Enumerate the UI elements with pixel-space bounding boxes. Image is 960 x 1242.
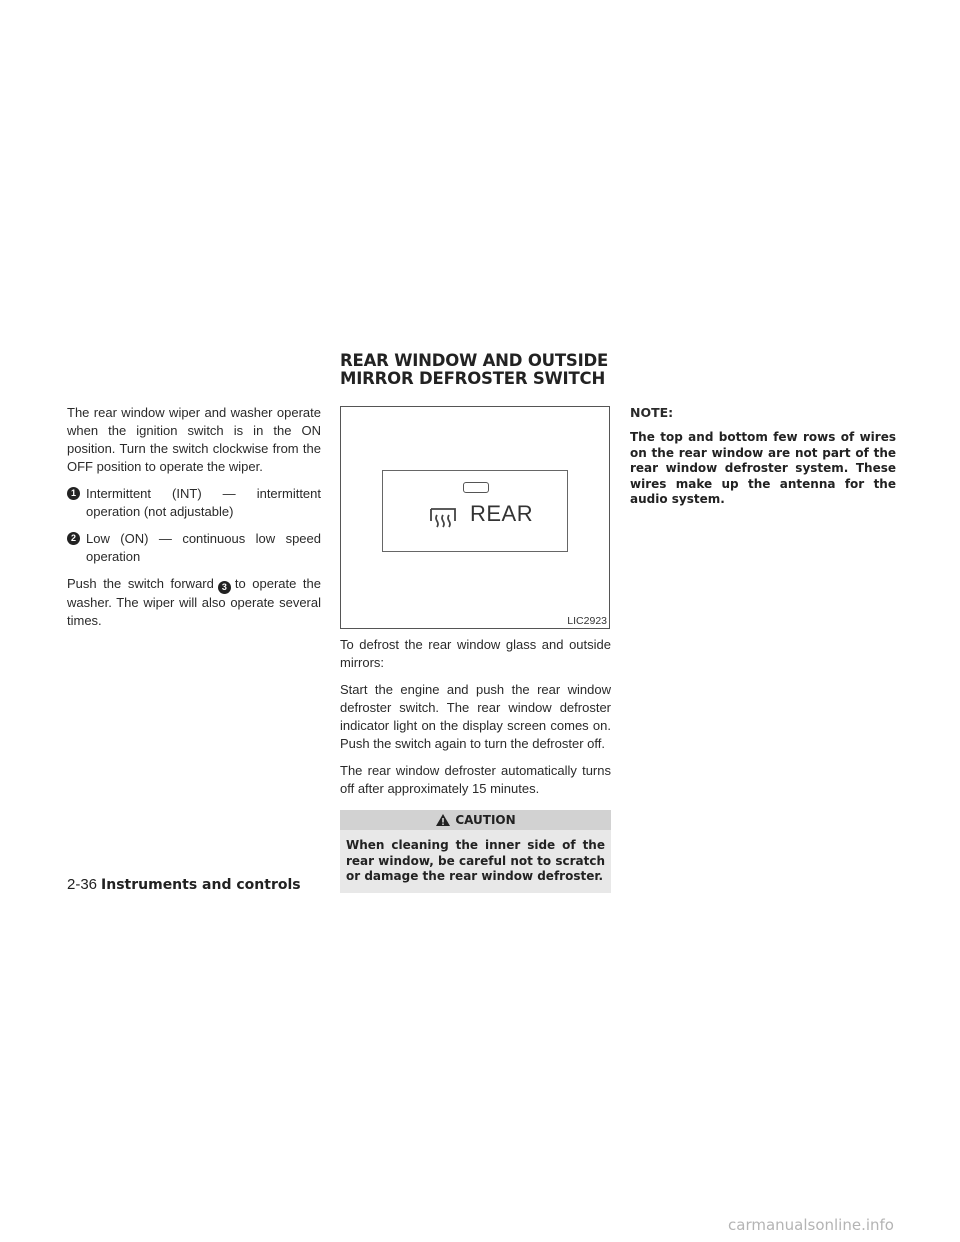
caution-header — [340, 810, 611, 830]
number-marker-1: 1 — [67, 487, 80, 500]
section-title-line2: MIRROR DEFROSTER SWITCH — [340, 369, 606, 388]
defrost-auto-off-paragraph: The rear window defroster automatically turns off after approximately 15 minutes. — [340, 763, 611, 796]
list-item-low — [67, 530, 321, 566]
page-footer — [67, 876, 301, 893]
middle-column — [340, 636, 611, 893]
defrost-intro-paragraph: To defrost the rear window glass and outside mirrors: — [340, 637, 611, 670]
number-marker-2: 2 — [67, 532, 80, 545]
note-text: The top and bottom few rows of wires on the rear window are not part of the rear window defroster system. These wires make up the antenna for the audio system. — [630, 430, 896, 506]
rear-button-label: REAR — [470, 501, 534, 526]
right-column — [630, 404, 896, 508]
defroster-switch-figure — [340, 406, 610, 629]
list-item-text: Low (ON) — continuous low speed operation — [86, 531, 321, 564]
section-title — [340, 352, 640, 388]
warning-triangle-icon — [435, 813, 451, 827]
defroster-switch-panel — [382, 470, 568, 552]
page-number: 2-36 — [67, 876, 98, 893]
washer-text-before: Push the switch forward — [67, 576, 214, 591]
washer-paragraph — [67, 575, 321, 630]
watermark: carmanualsonline.info — [728, 1216, 894, 1234]
caution-box — [340, 810, 611, 893]
left-column — [67, 404, 321, 639]
note-title: NOTE: — [630, 405, 674, 420]
list-item-text: Intermittent (INT) — intermittent operation (not adjustable) — [86, 486, 321, 519]
number-marker-3: 3 — [218, 581, 231, 594]
caution-text: When cleaning the inner side of the rear window, be careful not to scratch or damage the rear window defroster. — [340, 830, 611, 893]
list-item-intermittent — [67, 485, 321, 521]
chapter-title: Instruments and controls — [101, 877, 301, 893]
indicator-light — [463, 482, 489, 493]
figure-code: LIC2923 — [567, 615, 607, 627]
defrost-steps-paragraph: Start the engine and push the rear window defroster switch. The rear window defroster indicator light on the display screen comes on. Push the switch again to turn the defroster off. — [340, 682, 611, 751]
caution-title: CAUTION — [455, 813, 516, 827]
wiper-intro-paragraph: The rear window wiper and washer operate when the ignition switch is in the ON position. Turn the switch clockwise from the OFF position to operate the wiper. — [67, 405, 321, 474]
rear-defroster-icon — [428, 506, 458, 530]
section-title-line1: REAR WINDOW AND OUTSIDE — [340, 351, 609, 370]
washer-text-after: to operate the washer. The wiper will also operate several times. — [67, 576, 321, 628]
